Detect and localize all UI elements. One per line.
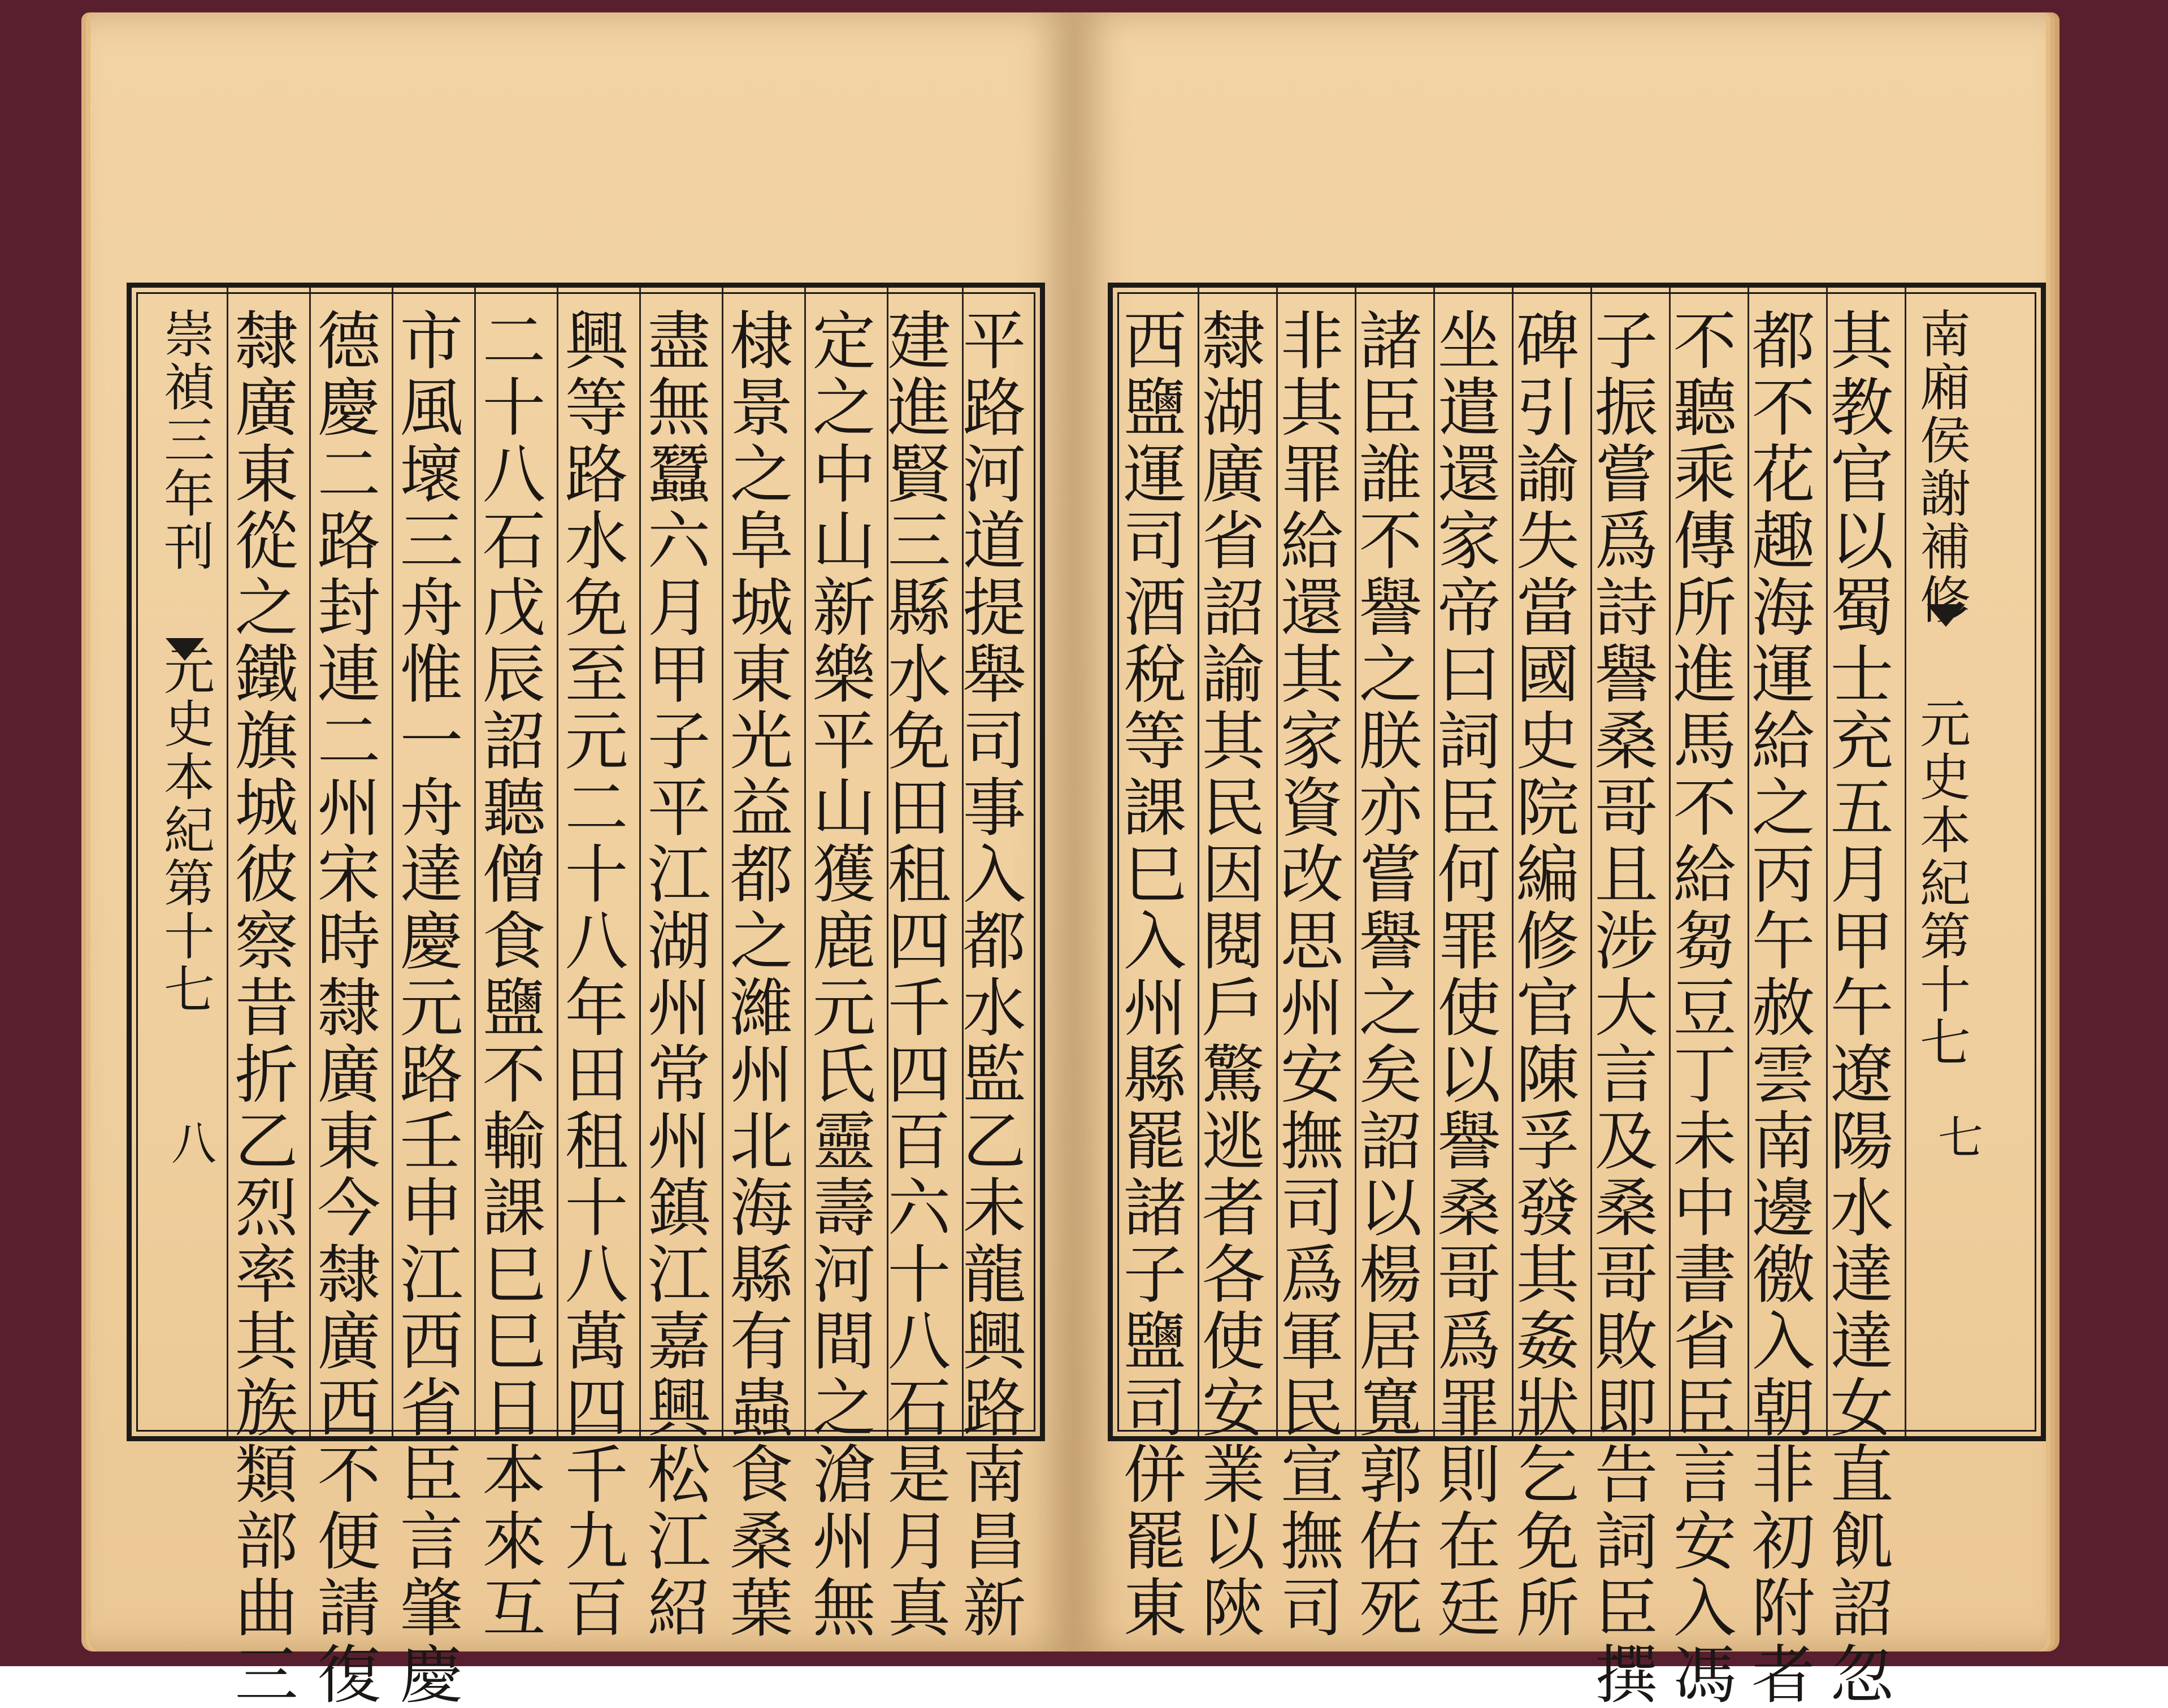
fish-tail-mark: [166, 638, 204, 661]
right-column-10: 西鹽運司酒稅等課巳入州縣罷諸子鹽司併罷東: [1113, 307, 1186, 1641]
left-margin-title: 元史本紀第十七: [155, 644, 214, 1016]
left-column-10: 隸廣東從之鐵旗城彼察昔折乙烈率其族類部曲三: [224, 307, 298, 1708]
left-column-9: 德慶二路封連二州宋時隸廣東今隸廣西不便請復: [307, 307, 380, 1708]
left-column-6: 興等路水免至元二十八年田租十八萬四千九百: [554, 307, 628, 1641]
left-column-2: 建進賢三縣水免田租四千四百六十八石是月真: [877, 307, 951, 1641]
right-column-1: 其教官以蜀士充五月甲午遼陽水達達女直飢詔忽: [1820, 307, 1893, 1708]
fish-tail-mark: [1927, 604, 1965, 627]
right-column-3: 不聽乘傳所進馬不給芻豆丁未中書省臣言安入馮: [1663, 307, 1736, 1708]
left-column-1: 平路河道提舉司事入都水監乙未龍興路南昌新: [952, 307, 1026, 1641]
right-page-frame: [1108, 283, 2046, 1708]
right-column-6: 坐遣還家帝曰詞臣何罪使以譽桑哥爲罪則在廷: [1427, 307, 1501, 1641]
left-column-4: 棣景之阜城東光益都之濰州北海縣有蟲食桑葉: [719, 307, 793, 1641]
left-page-number: 八: [171, 1117, 216, 1170]
right-column-9: 隸湖廣省詔諭其民因閱戶驚逃者各使安業以陝: [1191, 307, 1265, 1641]
right-margin-title: 元史本紀第十七: [1911, 697, 1970, 1069]
left-page-frame: [127, 283, 1045, 1708]
left-margin-text: 崇禎三年刊: [155, 307, 214, 573]
right-column-5: 碑引諭失當國史院編修官陳孚發其姦狀乞免所: [1506, 307, 1579, 1641]
left-column-3: 定之中山新樂平山獲鹿元氏靈壽河間之滄州無: [802, 307, 875, 1641]
right-margin-column: [1906, 288, 1983, 1436]
right-column-7: 諸臣誰不譽之朕亦嘗譽之矣詔以楊居寬郭佑死: [1349, 307, 1422, 1641]
right-column-4: 子振嘗爲詩譽桑哥且涉大言及桑哥敗即告詞臣撰: [1584, 307, 1658, 1708]
left-column-7: 二十八石戊辰詔聽僧食鹽不輸課巳巳日本來互: [472, 307, 545, 1641]
right-column-2: 都不花趣海運給之丙午赦雲南邊徼入朝非初附者: [1741, 307, 1815, 1708]
right-page-number: 七: [1938, 1112, 1983, 1164]
right-margin-text: 南廂侯謝補修: [1911, 307, 1970, 626]
left-column-5: 盡無蠶六月甲子平江湖州常州鎮江嘉興松江紹: [637, 307, 710, 1641]
left-column-8: 市風壞三舟惟一舟達慶元路壬申江西省臣言肇慶: [389, 307, 463, 1708]
right-column-8: 非其罪給還其家資改思州安撫司爲軍民宣撫司: [1270, 307, 1343, 1641]
